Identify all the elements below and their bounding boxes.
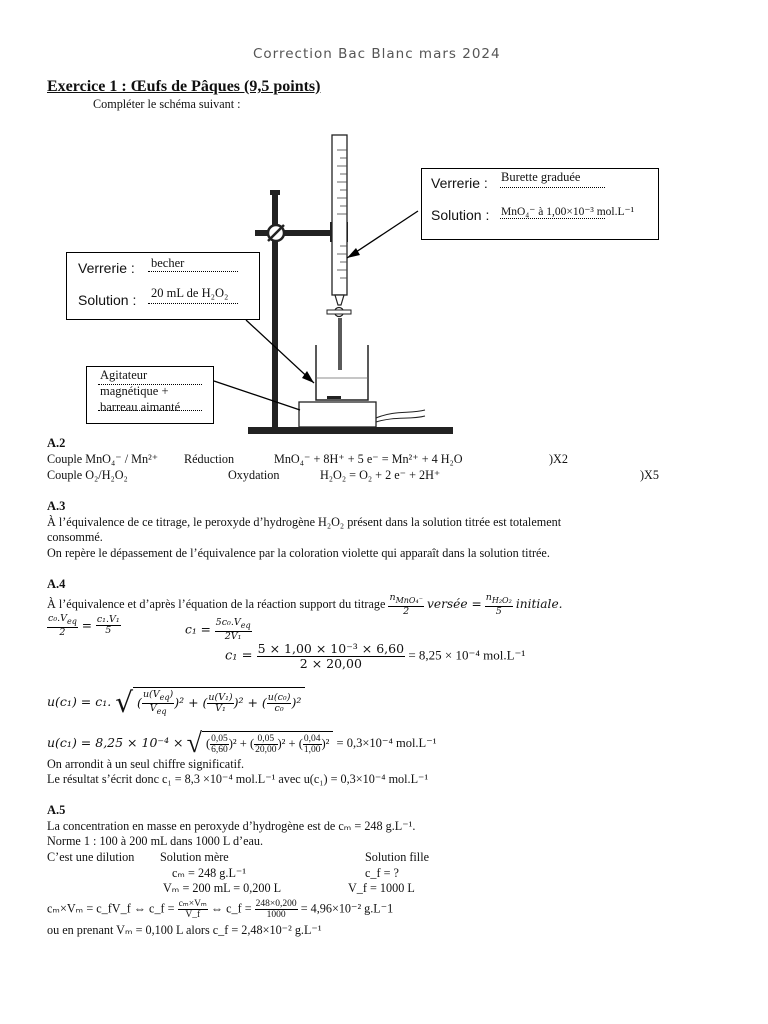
- a2-equation-2: H₂O₂ = O₂ + 2 e⁻ + 2H⁺: [320, 468, 441, 482]
- glassware-answer: Burette graduée: [501, 170, 581, 184]
- a5-line-2: Norme 1 : 100 à 200 mL dans 1000 L d’eau.: [47, 834, 264, 848]
- a2-couple-2: Couple O₂/H₂O₂: [47, 468, 128, 482]
- glassware-label: Verrerie :: [431, 175, 488, 191]
- a2-type-2: Oxydation: [228, 468, 280, 482]
- a3-line-3: On repère le dépassement de l’équivalence par la coloration violette qui apparaît dans la solution titrée.: [47, 546, 550, 560]
- a3-line-2: consommé.: [47, 530, 103, 544]
- a5-mother-solution: Solution mère: [160, 850, 229, 864]
- stirrer-answer-3: barreau aimanté: [100, 400, 181, 414]
- solution-answer: MnO₄⁻ à 1,00×10⁻³ mol.L⁻¹: [501, 206, 635, 218]
- a4-c1-calculation: c₁ = $\frac{\text{5 × 1,00 × 10⁻³ × 6,60}}{2 \times 20,00}$ = 8,25 × 10⁻⁴ mol.L⁻¹: [225, 641, 526, 671]
- solution-answer-left: 20 mL de H₂O₂: [151, 286, 229, 300]
- instruction: Compléter le schéma suivant :: [93, 97, 241, 111]
- a4-uncertainty-calculation: u(c₁) = 8,25 × 10⁻⁴ × √( $\frac{0,05}{6,60}$ )² + ( $\frac{0,05}{20,00}$ )² + ( $\frac{0,04}{1,00}$ )² = 0,3×10⁻⁴ mol.L⁻¹: [47, 728, 437, 759]
- section-a3-label: A.3: [47, 499, 66, 513]
- a2-type-1: Réduction: [184, 452, 235, 466]
- a4-intro: À l’équivalence et d’après l’équation de la réaction support du titrage $\frac{n_{MnO_4^-}}{2}$ versée = $\frac{n_{H_2O_2}}{5}$ initiale.: [47, 592, 563, 617]
- a2-equation-1: MnO₄⁻ + 8H⁺ + 5 e⁻ = Mn²⁺ + 4 H₂O: [274, 452, 463, 466]
- a4-relation: $\frac{c_0.V_{eq}}{2}$ = $\frac{\text{c₁.V₁}}{5}$: [48, 613, 120, 638]
- a5-last-line: ou en prenant Vₘ = 0,100 L alors c_f = 2,48×10⁻² g.L⁻¹: [47, 923, 322, 937]
- a5-daughter-solution: Solution fille: [365, 850, 429, 864]
- exercise-title: Exercice 1 : Œufs de Pâques (9,5 points): [47, 78, 321, 95]
- magnetic-stirrer: [299, 402, 376, 427]
- a4-final-result: Le résultat s’écrit donc c₁ = 8,3 ×10⁻⁴ mol.L⁻¹ avec u(c₁) = 0,3×10⁻⁴ mol.L⁻¹: [47, 772, 429, 786]
- stir-bar: [327, 396, 341, 399]
- a4-uncertainty-formula: u(c₁) = c₁. √( $\frac{u(V_{eq})}{V_{eq}}$ )² + ( $\frac{\text{u(V₁)}}{\text{V₁}}$ )² + ( $\frac{\text{u(c₀)}}{\text{c₀}}$ )²: [47, 686, 305, 719]
- a2-multiplier-1: )X2: [549, 452, 568, 466]
- page-header: Correction Bac Blanc mars 2024: [253, 46, 501, 62]
- a5-cm: cₘ = 248 g.L⁻¹: [172, 866, 246, 880]
- section-a4-label: A.4: [47, 577, 66, 591]
- a2-couple-1: Couple MnO₄⁻ / Mn²⁺: [47, 452, 159, 466]
- stirrer-answer-2: magnétique +: [100, 384, 169, 398]
- section-a5-label: A.5: [47, 803, 66, 817]
- a5-vm: Vₘ = 200 mL = 0,200 L: [163, 881, 282, 895]
- section-a2-label: A.2: [47, 436, 66, 450]
- stand-base: [248, 427, 453, 434]
- a2-multiplier-2: )X5: [640, 468, 659, 482]
- glassware-answer-left: becher: [151, 256, 185, 270]
- a4-c1-formula: c₁ = $\frac{5c_0.V_{eq}}{\text{2V₁}}$: [185, 617, 251, 642]
- a5-line-1: La concentration en masse en peroxyde d’hydrogène est de cₘ = 248 g.L⁻¹.: [47, 819, 416, 833]
- a5-dilution: C’est une dilution: [47, 850, 135, 864]
- stirrer-answer-1: Agitateur: [100, 368, 148, 382]
- a3-line-1: À l’équivalence de ce titrage, le peroxyde d’hydrogène H₂O₂ présent dans la solution titrée est totalement: [47, 515, 562, 529]
- a5-vf: V_f = 1000 L: [348, 881, 415, 895]
- solution-label-left: Solution :: [78, 292, 137, 308]
- a4-rounding: On arrondit à un seul chiffre significatif.: [47, 757, 245, 771]
- a5-cf: c_f = ?: [365, 866, 399, 880]
- glassware-label-left: Verrerie :: [78, 260, 135, 276]
- a5-dilution-equation: cₘ×Vₘ = c_fV_f ⇔ c_f = $\frac{\text{cₘ×Vₘ}}{V\_f}$ ⇔ c_f = $\frac{248\times 0,200}{1000}$ = 4,96×10⁻² g.L⁻1: [47, 899, 394, 920]
- burette: [332, 135, 347, 295]
- beaker: [316, 345, 368, 400]
- solution-label: Solution :: [431, 207, 490, 223]
